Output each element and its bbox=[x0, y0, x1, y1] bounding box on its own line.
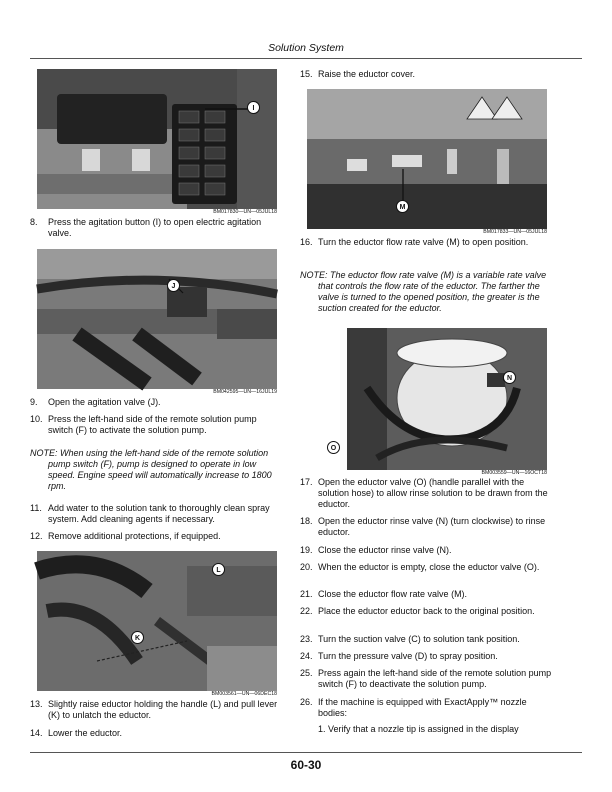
agitation-button-photo bbox=[37, 69, 277, 209]
figure-id: BM042595—UN—16JUL19 bbox=[213, 389, 277, 395]
page-number: 60-30 bbox=[290, 758, 322, 772]
figure-id: BM003559—UN—16OCT18 bbox=[481, 470, 547, 476]
callout-i: I bbox=[247, 101, 260, 114]
eductor-tank-illustration bbox=[347, 328, 547, 470]
callout-l: L bbox=[212, 563, 225, 576]
flow-valve-illustration bbox=[307, 89, 547, 229]
callout-n: N bbox=[503, 371, 516, 384]
header-rule bbox=[30, 58, 582, 59]
figure-id: BM003561—UN—06DEC18 bbox=[211, 691, 277, 697]
eductor-unlatch-photo bbox=[37, 551, 277, 691]
eductor-rinse-valve-photo bbox=[330, 328, 547, 470]
agitation-valve-photo bbox=[37, 249, 277, 389]
callout-j: J bbox=[167, 279, 180, 292]
figure-id: BM017833—UN—05JUL18 bbox=[483, 229, 547, 235]
figure-id: BM017830—UN—05JUL18 bbox=[213, 209, 277, 215]
eductor-handle-illustration bbox=[37, 551, 277, 691]
sub-step-1: 1. Verify that a nozzle tip is assigned in the display bbox=[318, 724, 519, 734]
callout-k: K bbox=[131, 631, 144, 644]
control-panel-illustration bbox=[37, 69, 277, 209]
callout-m: M bbox=[396, 200, 409, 213]
eductor-flow-valve-photo bbox=[307, 89, 547, 229]
footer-rule bbox=[30, 752, 582, 753]
valve-illustration bbox=[37, 249, 277, 389]
section-title: Solution System bbox=[268, 42, 344, 54]
callout-o: O bbox=[327, 441, 340, 454]
